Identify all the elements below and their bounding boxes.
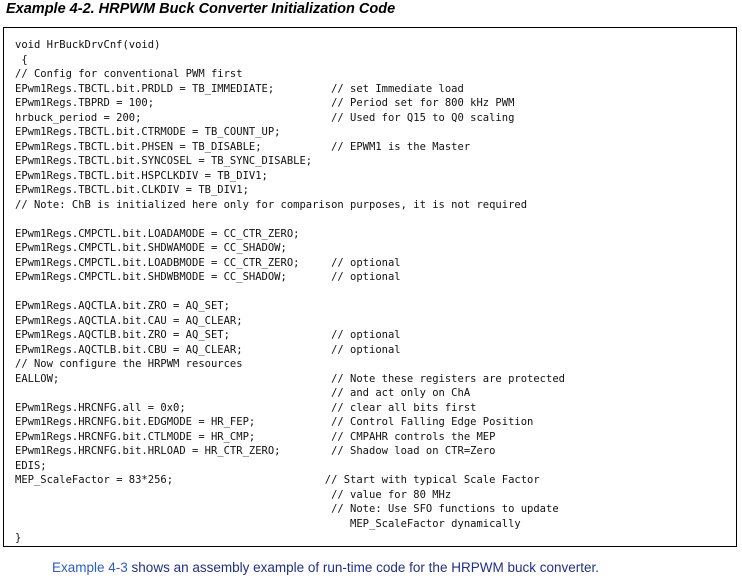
code-line: EPwm1Regs.CMPCTL.bit.SHDWBMODE = CC_SHADOW; // optional (15, 271, 401, 283)
code-line: // Now configure the HRPWM resources (15, 358, 243, 370)
code-line: EDIS; (15, 459, 47, 472)
code-line: // Note: ChB is initialized here only for comparison purposes, it is not required (15, 198, 528, 211)
code-line: EALLOW; // Note these registers are protected (15, 372, 565, 385)
code-line: MEP_ScaleFactor = 83*256; // Start with typical Scale Factor (15, 474, 540, 486)
code-line: EPwm1Regs.TBCTL.bit.SYNCOSEL = TB_SYNC_DISABLE; (15, 155, 313, 167)
code-line: EPwm1Regs.AQCTLA.bit.CAU = AQ_CLEAR; (15, 314, 243, 327)
code-line: EPwm1Regs.HRCNFG.bit.HRLOAD = HR_CTR_ZERO; // Shadow load on CTR=Zero (15, 445, 496, 457)
code-line: EPwm1Regs.TBCTL.bit.CTRMODE = TB_COUNT_UP; (15, 126, 281, 138)
code-line: // and act only on ChA (15, 387, 471, 399)
code-line: EPwm1Regs.TBCTL.bit.PHSEN = TB_DISABLE; // EPWM1 is the Master (15, 140, 471, 153)
code-line: MEP_ScaleFactor dynamically (15, 517, 521, 530)
code-line: { (15, 53, 28, 66)
reference-text: shows an assembly example of run-time code for the HRPWM buck converter. (127, 560, 599, 575)
code-line: EPwm1Regs.HRCNFG.all = 0x0; // clear all bits first (15, 401, 477, 414)
code-line: void HrBuckDrvCnf(void) (15, 39, 161, 51)
code-listing-box (3, 27, 737, 547)
code-line: EPwm1Regs.HRCNFG.bit.EDGMODE = HR_FEP; // Control Falling Edge Position (15, 416, 534, 428)
code-line: // value for 80 MHz (15, 488, 452, 501)
code-line: EPwm1Regs.AQCTLB.bit.ZRO = AQ_SET; // optional (15, 329, 401, 341)
code-line: EPwm1Regs.CMPCTL.bit.SHDWAMODE = CC_SHADOW; (15, 242, 287, 254)
reference-paragraph (52, 560, 599, 575)
code-line: EPwm1Regs.TBPRD = 100; // Period set for 800 kHz PWM (15, 97, 515, 109)
example-caption: Example 4-2. HRPWM Buck Converter Initialization Code (6, 1, 396, 17)
code-line: EPwm1Regs.AQCTLB.bit.CBU = AQ_CLEAR; // optional (15, 343, 401, 356)
code-line: hrbuck_period = 200; // Used for Q15 to Q0 scaling (15, 111, 515, 124)
example-4-3-link[interactable]: Example 4-3 (52, 560, 128, 575)
code-line: EPwm1Regs.TBCTL.bit.CLKDIV = TB_DIV1; (15, 184, 249, 196)
code-line: EPwm1Regs.AQCTLA.bit.ZRO = AQ_SET; (15, 300, 230, 312)
code-line: EPwm1Regs.CMPCTL.bit.LOADBMODE = CC_CTR_ZERO; // optional (15, 256, 401, 269)
code-line: EPwm1Regs.CMPCTL.bit.LOADAMODE = CC_CTR_ZERO; (15, 227, 300, 240)
code-line: EPwm1Regs.TBCTL.bit.PRDLD = TB_IMMEDIATE; // set Immediate load (15, 82, 464, 95)
code-line: } (15, 532, 22, 544)
code-line: EPwm1Regs.TBCTL.bit.HSPCLKDIV = TB_DIV1; (15, 169, 268, 182)
code-line: // Config for conventional PWM first (15, 68, 243, 80)
code-line: EPwm1Regs.HRCNFG.bit.CTLMODE = HR_CMP; // CMPAHR controls the MEP (15, 430, 496, 443)
code-line: // Note: Use SFO functions to update (15, 503, 559, 515)
code-listing (15, 38, 565, 546)
